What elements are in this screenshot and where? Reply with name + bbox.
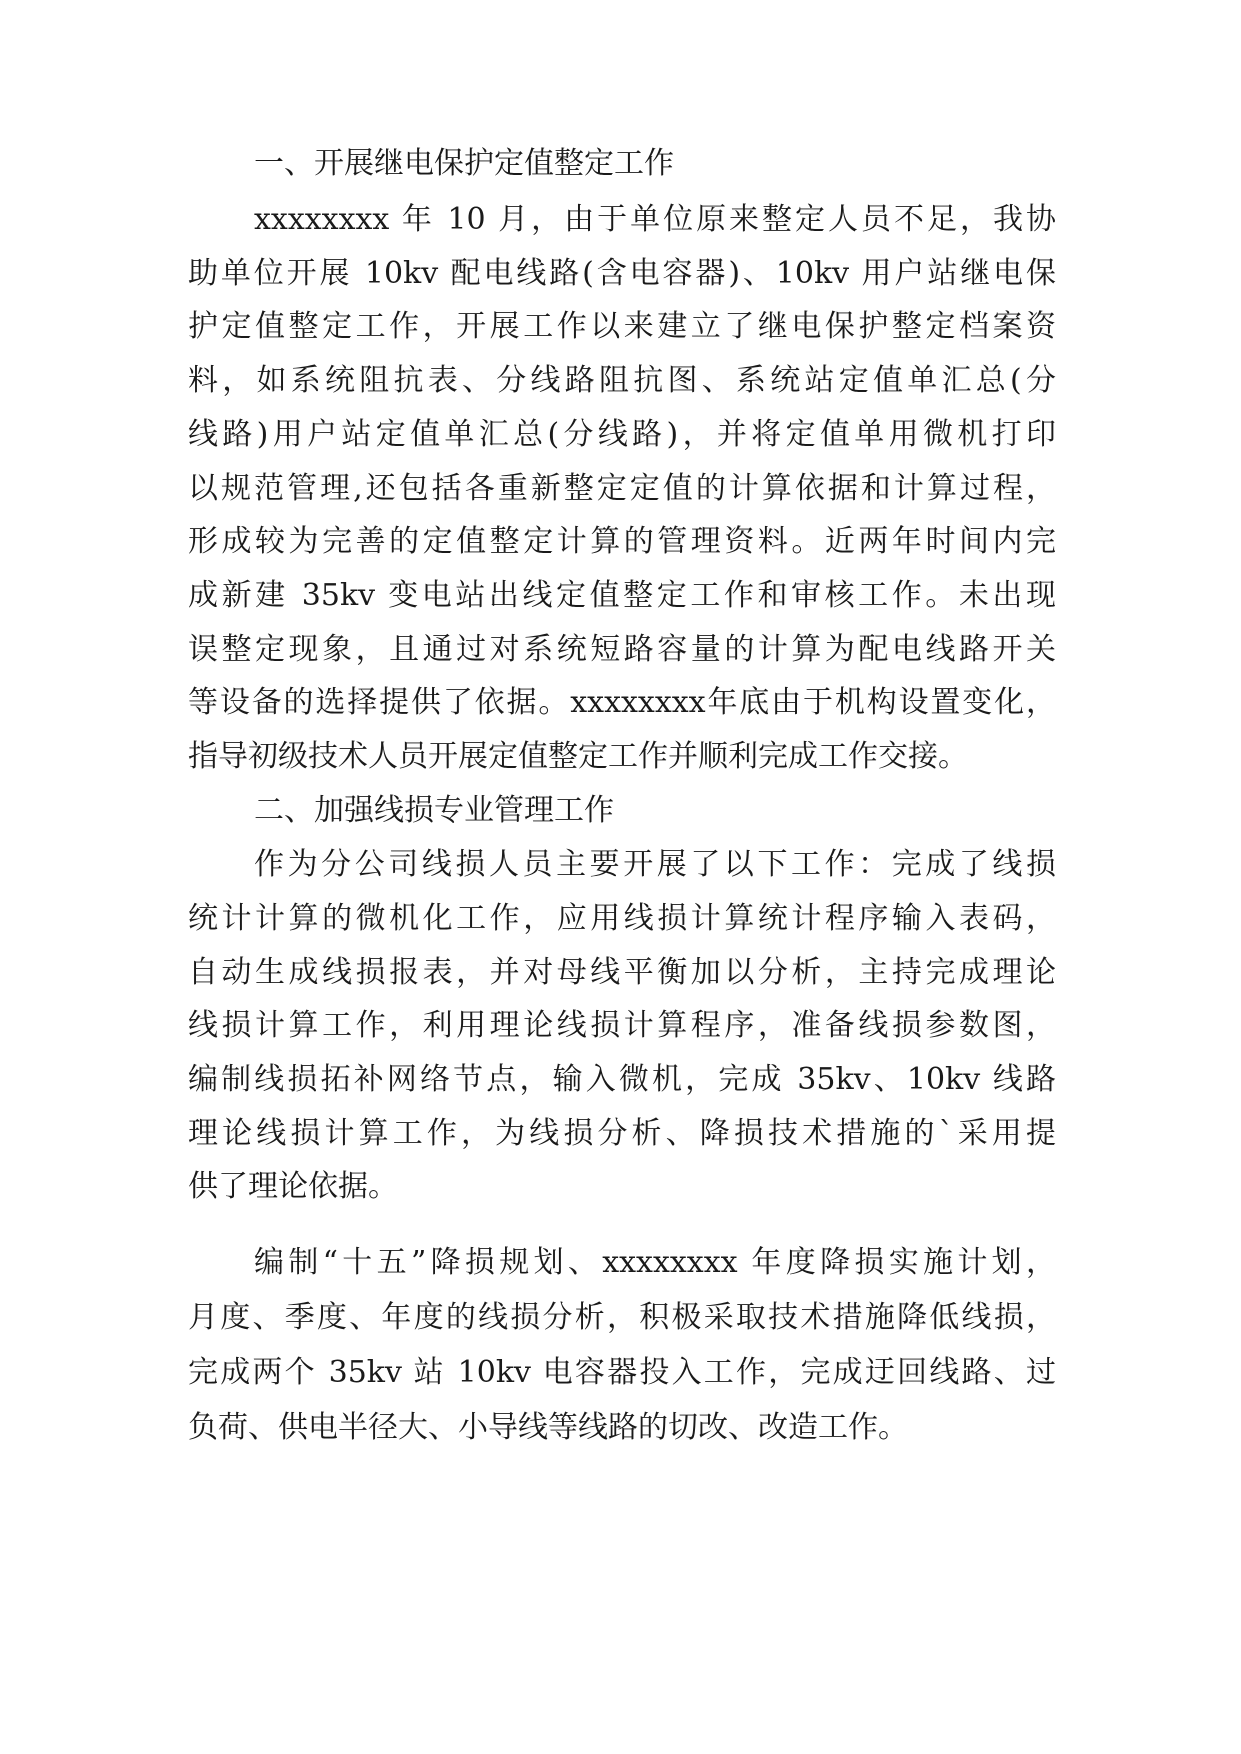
paragraph-line: 月度、季度、年度的线损分析，积极采取技术措施降低线损， (188, 1300, 1056, 1335)
paragraph-line: 供了理论依据。 (188, 1169, 398, 1204)
paragraph-line: 以规范管理,还包括各重新整定定值的计算依据和计算过程， (188, 471, 1056, 506)
paragraph-line: 作为分公司线损人员主要开展了以下工作：完成了线损 (254, 847, 1056, 882)
paragraph-line: 理论线损计算工作，为线损分析、降损技术措施的`采用提 (188, 1116, 1056, 1151)
paragraph-line: 编制“十五”降损规划、xxxxxxxx 年度降损实施计划， (254, 1245, 1056, 1280)
paragraph-line: 自动生成线损报表，并对母线平衡加以分析，主持完成理论 (188, 955, 1056, 990)
paragraph-line: 成新建 35kv 变电站出线定值整定工作和审核工作。未出现 (188, 578, 1056, 613)
paragraph-line: 统计计算的微机化工作，应用线损计算统计程序输入表码， (188, 901, 1056, 936)
paragraph-line: xxxxxxxx 年 10 月，由于单位原来整定人员不足，我协 (254, 202, 1056, 237)
paragraph-line: 指导初级技术人员开展定值整定工作并顺利完成工作交接。 (188, 739, 968, 774)
paragraph-line: 形成较为完善的定值整定计算的管理资料。近两年时间内完 (188, 524, 1056, 559)
paragraph-line: 料，如系统阻抗表、分线路阻抗图、系统站定值单汇总(分 (188, 363, 1056, 398)
paragraph-line: 误整定现象，且通过对系统短路容量的计算为配电线路开关 (188, 632, 1056, 667)
paragraph-line: 完成两个 35kv 站 10kv 电容器投入工作，完成迂回线路、过 (188, 1355, 1056, 1390)
paragraph-line: 线路)用户站定值单汇总(分线路)，并将定值单用微机打印 (188, 417, 1056, 452)
paragraph-line: 护定值整定工作，开展工作以来建立了继电保护整定档案资 (188, 309, 1056, 344)
paragraph-line: 助单位开展 10kv 配电线路(含电容器)、10kv 用户站继电保 (188, 256, 1056, 291)
paragraph-line: 负荷、供电半径大、小导线等线路的切改、改造工作。 (188, 1410, 908, 1445)
paragraph-line: 等设备的选择提供了依据。xxxxxxxx年底由于机构设置变化， (188, 685, 1056, 720)
paragraph-line: 线损计算工作，利用理论线损计算程序，准备线损参数图， (188, 1008, 1056, 1043)
section1-heading: 一、开展继电保护定值整定工作 (254, 146, 674, 181)
section2-heading: 二、加强线损专业管理工作 (254, 793, 614, 828)
document-page (188, 0, 1056, 1754)
paragraph-line: 编制线损拓补网络节点，输入微机，完成 35kv、10kv 线路 (188, 1062, 1056, 1097)
